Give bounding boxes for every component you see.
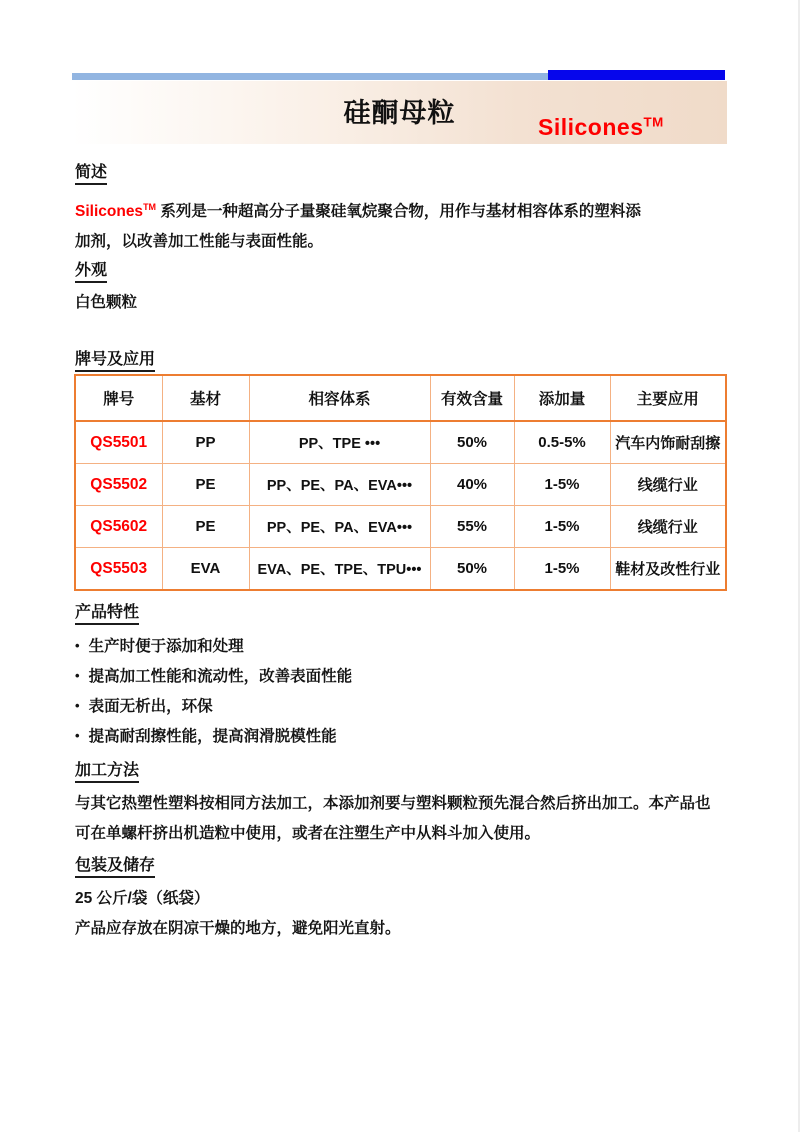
active-content-cell: 50% [430, 421, 514, 464]
base-resin-cell: EVA [162, 548, 249, 591]
page-title: 硅酮母粒 [343, 98, 456, 128]
header-band [72, 81, 727, 144]
active-content-cell: 40% [430, 464, 514, 506]
grade-cell: QS5501 [75, 421, 162, 464]
section-packaging [75, 856, 743, 944]
section-features [75, 603, 743, 752]
overview-text-1: 系列是一种超高分子量聚硅氧烷聚合物，用作与基材相容体系的塑料添 [156, 203, 641, 221]
base-resin-cell: PE [162, 506, 249, 548]
grade-cell: QS5602 [75, 506, 162, 548]
section-heading-features: 产品特性 [75, 603, 139, 625]
main-application-cell: 汽车内饰耐刮擦 [610, 421, 726, 464]
table-header-row [75, 375, 726, 421]
table-row [75, 421, 726, 464]
grades-table [74, 374, 727, 591]
overview-paragraph [75, 192, 743, 257]
brand-name-inline: Silicones [75, 203, 144, 221]
section-appearance [75, 261, 743, 314]
section-grades [75, 350, 743, 372]
section-overview [75, 163, 743, 257]
column-header-compatible-system: 相容体系 [249, 375, 430, 421]
section-processing [75, 761, 743, 849]
feature-item: • 提高加工性能和流动性，改善表面性能 [75, 662, 743, 692]
appearance-text: 白色颗粒 [75, 294, 138, 311]
storage-instruction: 产品应存放在阴凉干燥的地方，避免阳光直射。 [75, 920, 401, 937]
column-header-active-content: 有效含量 [430, 375, 514, 421]
header-rule-dark-blue [548, 70, 725, 80]
section-heading-grades: 牌号及应用 [75, 350, 155, 372]
table-row [75, 464, 726, 506]
section-heading-overview: 简述 [75, 163, 107, 185]
grade-cell: QS5503 [75, 548, 162, 591]
column-header-grade: 牌号 [75, 375, 162, 421]
feature-item: • 提高耐刮擦性能，提高润滑脱模性能 [75, 722, 743, 752]
section-heading-processing: 加工方法 [75, 761, 139, 783]
dosage-cell: 1-5% [514, 464, 610, 506]
compatible-system-cell: PP、PE、PA、EVA••• [249, 506, 430, 548]
base-resin-cell: PE [162, 464, 249, 506]
section-heading-packaging: 包装及储存 [75, 856, 155, 878]
base-resin-cell: PP [162, 421, 249, 464]
table-row [75, 548, 726, 591]
processing-line-1: 与其它热塑性塑料按相同方法加工，本添加剂要与塑料颗粒预先混合然后挤出加工。本产品也 [75, 795, 711, 812]
column-header-dosage: 添加量 [514, 375, 610, 421]
overview-line-2: 加剂，以改善加工性能与表面性能。 [75, 233, 324, 251]
column-header-base-resin: 基材 [162, 375, 249, 421]
overview-line-1 [75, 192, 743, 227]
dosage-cell: 0.5-5% [514, 421, 610, 464]
active-content-cell: 55% [430, 506, 514, 548]
section-heading-appearance: 外观 [75, 261, 107, 283]
active-content-cell: 50% [430, 548, 514, 591]
dosage-cell: 1-5% [514, 506, 610, 548]
feature-item: • 生产时便于添加和处理 [75, 632, 743, 662]
feature-item: • 表面无析出，环保 [75, 692, 743, 722]
brand-name: Silicones [538, 114, 644, 140]
grade-cell: QS5502 [75, 464, 162, 506]
column-header-main-application: 主要应用 [610, 375, 726, 421]
trademark-superscript: TM [643, 114, 664, 130]
main-application-cell: 鞋材及改性行业 [610, 548, 726, 591]
main-application-cell: 线缆行业 [610, 506, 726, 548]
main-application-cell: 线缆行业 [610, 464, 726, 506]
table-row [75, 506, 726, 548]
packaging-spec: 25 公斤/袋（纸袋） [75, 890, 210, 907]
processing-line-2: 可在单螺杆挤出机造粒中使用，或者在注塑生产中从料斗加入使用。 [75, 825, 541, 842]
processing-paragraph [75, 789, 743, 849]
compatible-system-cell: PP、PE、PA、EVA••• [249, 464, 430, 506]
trademark-superscript-inline: TM [143, 202, 157, 212]
compatible-system-cell: EVA、PE、TPE、TPU••• [249, 548, 430, 591]
header-rule-light-blue [72, 73, 548, 80]
compatible-system-cell: PP、TPE ••• [249, 421, 430, 464]
feature-list [75, 632, 743, 752]
dosage-cell: 1-5% [514, 548, 610, 591]
brand-logo [538, 114, 664, 141]
